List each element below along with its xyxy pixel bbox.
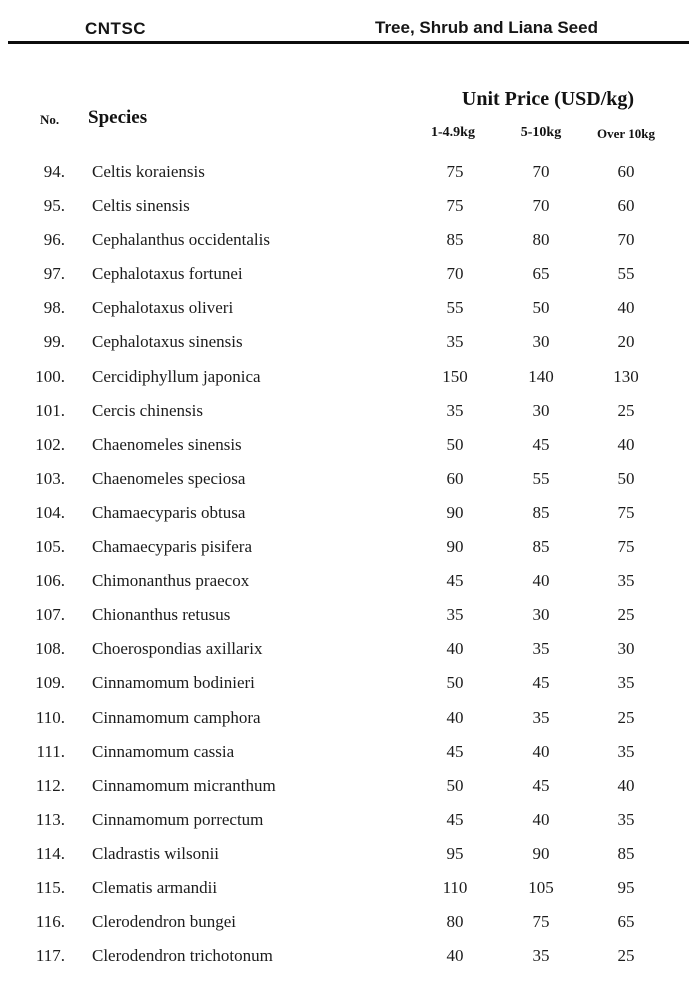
price-1-4-9kg: 90 — [446, 537, 464, 557]
price-5-10kg: 75 — [532, 912, 550, 932]
price-1-4-9kg: 90 — [446, 502, 464, 522]
row-number: 105. — [35, 537, 65, 557]
price-1-4-9kg: 40 — [446, 639, 464, 659]
price-1-4-9kg: 35 — [446, 332, 464, 352]
row-number: 112. — [35, 775, 65, 795]
table-row — [0, 496, 700, 530]
species-name: Clerodendron bungei — [92, 912, 236, 932]
price-1-4-9kg: 45 — [446, 571, 464, 591]
row-number: 107. — [35, 605, 65, 625]
price-5-10kg: 40 — [532, 741, 550, 761]
header-rule — [8, 41, 689, 44]
species-name: Chimonanthus praecox — [92, 571, 250, 591]
table-row — [0, 155, 700, 189]
table-row — [0, 735, 700, 769]
species-name: Cinnamomum camphora — [92, 707, 261, 727]
price-over-10kg: 65 — [617, 912, 635, 932]
species-name: Cephalotaxus sinensis — [92, 332, 243, 352]
species-name: Chamaecyparis pisifera — [92, 537, 253, 557]
table-row — [0, 257, 700, 291]
price-5-10kg: 55 — [532, 468, 550, 488]
table-row — [0, 530, 700, 564]
header-document-title: Tree, Shrub and Liana Seed — [375, 18, 598, 37]
price-over-10kg: 25 — [617, 707, 635, 727]
price-5-10kg: 30 — [532, 400, 550, 420]
table-row — [0, 598, 700, 632]
species-name: Chaenomeles speciosa — [92, 468, 246, 488]
row-number: 97. — [43, 264, 65, 284]
price-over-10kg: 40 — [617, 775, 635, 795]
species-name: Clerodendron trichotonum — [92, 946, 273, 966]
price-1-4-9kg: 95 — [446, 843, 464, 863]
table-row — [0, 769, 700, 803]
price-tier-header-2: 5-10kg — [520, 125, 562, 140]
price-5-10kg: 80 — [532, 230, 550, 250]
row-number: 111. — [36, 741, 65, 761]
price-over-10kg: 25 — [617, 400, 635, 420]
species-name: Cinnamomum micranthum — [92, 775, 276, 795]
table-row — [0, 905, 700, 939]
table-row — [0, 394, 700, 428]
price-1-4-9kg: 45 — [446, 741, 464, 761]
species-name: Cercis chinensis — [92, 400, 203, 420]
table-row — [0, 837, 700, 871]
price-5-10kg: 85 — [532, 537, 550, 557]
price-over-10kg: 40 — [617, 298, 635, 318]
price-5-10kg: 45 — [532, 775, 550, 795]
table-row — [0, 428, 700, 462]
price-5-10kg: 30 — [532, 605, 550, 625]
price-1-4-9kg: 60 — [446, 468, 464, 488]
price-5-10kg: 35 — [532, 639, 550, 659]
no-column-header: No. — [40, 112, 60, 127]
price-1-4-9kg: 110 — [442, 877, 468, 897]
row-number: 103. — [35, 468, 65, 488]
price-over-10kg: 75 — [617, 502, 635, 522]
price-1-4-9kg: 55 — [446, 298, 464, 318]
row-number: 95. — [43, 196, 65, 216]
price-1-4-9kg: 50 — [446, 434, 464, 454]
price-5-10kg: 35 — [532, 707, 550, 727]
price-tier-header-1: 1-4.9kg — [431, 125, 475, 140]
price-over-10kg: 55 — [617, 264, 635, 284]
price-1-4-9kg: 150 — [442, 366, 468, 386]
price-5-10kg: 70 — [532, 162, 550, 181]
species-name: Choerospondias axillarix — [92, 639, 263, 659]
price-over-10kg: 30 — [617, 639, 635, 659]
price-5-10kg: 90 — [532, 843, 550, 863]
price-5-10kg: 45 — [532, 673, 550, 693]
price-over-10kg: 85 — [617, 843, 635, 863]
price-over-10kg: 35 — [617, 741, 635, 761]
species-name: Clematis armandii — [92, 877, 218, 897]
row-number: 108. — [35, 639, 65, 659]
price-5-10kg: 140 — [528, 366, 554, 386]
table-row — [0, 189, 700, 223]
row-number: 99. — [43, 332, 65, 352]
price-over-10kg: 20 — [617, 332, 635, 352]
price-5-10kg: 50 — [532, 298, 550, 318]
table-body — [0, 155, 700, 973]
price-over-10kg: 70 — [617, 230, 635, 250]
row-number: 109. — [35, 673, 65, 693]
table-row — [0, 223, 700, 257]
row-number: 94. — [43, 162, 65, 181]
price-over-10kg: 75 — [617, 537, 635, 557]
species-name: Cephalotaxus oliveri — [92, 298, 234, 318]
price-over-10kg: 60 — [617, 196, 635, 216]
species-name: Chamaecyparis obtusa — [92, 502, 246, 522]
row-number: 117. — [35, 946, 65, 966]
table-row — [0, 666, 700, 700]
price-5-10kg: 40 — [532, 809, 550, 829]
table-row — [0, 939, 700, 973]
table-row — [0, 632, 700, 666]
price-over-10kg: 35 — [617, 571, 635, 591]
table-row — [0, 871, 700, 905]
price-5-10kg: 85 — [532, 502, 550, 522]
price-5-10kg: 105 — [528, 877, 554, 897]
price-1-4-9kg: 75 — [446, 196, 464, 216]
species-name: Celtis sinensis — [92, 196, 190, 216]
price-1-4-9kg: 80 — [446, 912, 464, 932]
price-over-10kg: 35 — [617, 673, 635, 693]
price-over-10kg: 25 — [617, 946, 635, 966]
row-number: 114. — [35, 843, 65, 863]
price-1-4-9kg: 35 — [446, 605, 464, 625]
price-1-4-9kg: 40 — [446, 946, 464, 966]
table-row — [0, 291, 700, 325]
price-1-4-9kg: 35 — [446, 400, 464, 420]
row-number: 98. — [43, 298, 65, 318]
price-tier-header-3: Over 10kg — [597, 126, 655, 141]
row-number: 100. — [35, 366, 65, 386]
price-5-10kg: 30 — [532, 332, 550, 352]
species-name: Cinnamomum bodinieri — [92, 673, 255, 693]
species-name: Cercidiphyllum japonica — [92, 366, 261, 386]
price-over-10kg: 40 — [617, 434, 635, 454]
table-row — [0, 803, 700, 837]
price-1-4-9kg: 85 — [446, 230, 464, 250]
species-name: Chionanthus retusus — [92, 605, 231, 625]
species-name: Celtis koraiensis — [92, 162, 205, 181]
price-1-4-9kg: 45 — [446, 809, 464, 829]
price-over-10kg: 95 — [617, 877, 635, 897]
table-row — [0, 360, 700, 394]
row-number: 115. — [35, 877, 65, 897]
price-5-10kg: 40 — [532, 571, 550, 591]
price-5-10kg: 35 — [532, 946, 550, 966]
price-1-4-9kg: 70 — [446, 264, 464, 284]
row-number: 101. — [35, 400, 65, 420]
table-row — [0, 564, 700, 598]
species-name: Cladrastis wilsonii — [92, 843, 220, 863]
row-number: 104. — [35, 502, 65, 522]
species-column-header: Species — [88, 107, 148, 128]
header-org-text: CNTSC — [85, 19, 147, 38]
price-over-10kg: 50 — [617, 468, 635, 488]
price-1-4-9kg: 50 — [446, 673, 464, 693]
row-number: 110. — [35, 707, 65, 727]
price-over-10kg: 25 — [617, 605, 635, 625]
species-name: Cinnamomum porrectum — [92, 809, 264, 829]
unit-price-group-header: Unit Price (USD/kg) — [461, 88, 635, 110]
table-row — [0, 325, 700, 359]
table-row — [0, 462, 700, 496]
row-number: 102. — [35, 434, 65, 454]
row-number: 113. — [35, 809, 65, 829]
species-name: Cinnamomum cassia — [92, 741, 235, 761]
row-number: 116. — [35, 912, 65, 932]
price-over-10kg: 35 — [617, 809, 635, 829]
species-name: Cephalotaxus fortunei — [92, 264, 243, 284]
row-number: 106. — [35, 571, 65, 591]
table-row — [0, 701, 700, 735]
price-1-4-9kg: 50 — [446, 775, 464, 795]
price-5-10kg: 70 — [532, 196, 550, 216]
species-name: Cephalanthus occidentalis — [92, 230, 270, 250]
price-over-10kg: 130 — [613, 366, 639, 386]
species-name: Chaenomeles sinensis — [92, 434, 242, 454]
price-5-10kg: 45 — [532, 434, 550, 454]
price-1-4-9kg: 75 — [446, 162, 464, 181]
price-5-10kg: 65 — [532, 264, 550, 284]
price-over-10kg: 60 — [617, 162, 635, 181]
price-1-4-9kg: 40 — [446, 707, 464, 727]
row-number: 96. — [43, 230, 65, 250]
